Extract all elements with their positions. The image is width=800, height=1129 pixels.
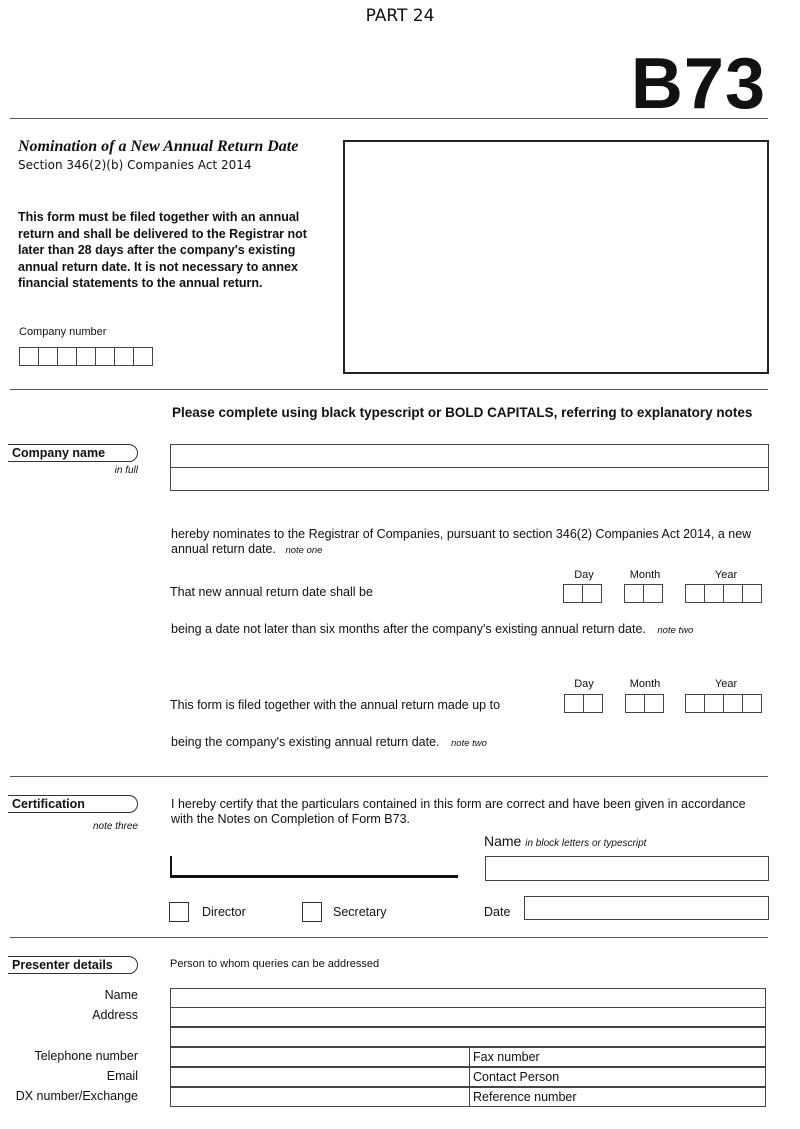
presenter-telephone-row[interactable]: [170, 1047, 766, 1067]
company-number-cell[interactable]: [19, 347, 39, 366]
secretary-label: Secretary: [333, 905, 387, 919]
existing-date-month[interactable]: [625, 694, 664, 713]
new-date-month[interactable]: [624, 584, 663, 603]
form-intro: This form must be filed together with an annual return and shall be delivered to the Registrar not later than 28 days after the company's existing annual return date. It is not necessary to annex financial statements to the annual return.: [18, 210, 307, 290]
divider: [10, 937, 768, 938]
name-label: Name: [484, 833, 522, 849]
existing-note: note two: [451, 738, 487, 749]
presenter-tab: Presenter details: [8, 956, 138, 974]
form-subtitle: Section 346(2)(b) Companies Act 2014: [18, 158, 252, 172]
date-cell[interactable]: [563, 584, 583, 603]
date-cell[interactable]: [625, 694, 645, 713]
company-number-field[interactable]: [19, 347, 153, 366]
date-cell[interactable]: [644, 694, 664, 713]
existing-date-year[interactable]: [685, 694, 762, 713]
presenter-address-field-2[interactable]: [170, 1027, 766, 1047]
company-number-cell[interactable]: [114, 347, 134, 366]
later-text: [171, 622, 693, 638]
date-cell[interactable]: [742, 584, 762, 603]
name-note: in block letters or typescript: [525, 838, 647, 849]
existing-date-day[interactable]: [564, 694, 603, 713]
presenter-name-label: Name: [104, 988, 138, 1002]
presenter-telephone-label: Telephone number: [34, 1049, 138, 1063]
date-cell[interactable]: [643, 584, 663, 603]
name-field[interactable]: [485, 856, 769, 881]
presenter-email-label: Email: [106, 1069, 138, 1083]
company-number-cell[interactable]: [95, 347, 115, 366]
year-label: Year: [714, 569, 738, 581]
day-label: Day: [574, 569, 594, 581]
certification-note: note three: [92, 821, 138, 832]
column-divider: [469, 1067, 470, 1087]
nomination-text-body: hereby nominates to the Registrar of Companies, pursuant to section 346(2) Companies Act 2014, a new annual return date.: [171, 527, 752, 556]
date-cell[interactable]: [704, 694, 724, 713]
presenter-subtitle: Person to whom queries can be addressed: [170, 958, 380, 970]
presenter-email-row[interactable]: [170, 1067, 766, 1087]
company-number-cell[interactable]: [38, 347, 58, 366]
divider: [10, 118, 768, 119]
director-label: Director: [202, 905, 246, 919]
month-label: Month: [629, 678, 661, 690]
company-name-tab: Company name: [8, 444, 138, 462]
director-checkbox[interactable]: [169, 902, 189, 922]
filed-label: This form is filed together with the annual return made up to: [170, 698, 501, 712]
presenter-dx-row[interactable]: [170, 1087, 766, 1107]
date-field[interactable]: [524, 896, 769, 920]
company-name-note: in full: [114, 465, 138, 476]
month-label: Month: [629, 569, 661, 581]
later-text-body: being a date not later than six months after the company's existing annual return date.: [171, 622, 646, 636]
new-date-year[interactable]: [685, 584, 762, 603]
date-cell[interactable]: [583, 694, 603, 713]
divider: [10, 389, 768, 390]
company-number-label: Company number: [19, 326, 107, 338]
fax-label: Fax number: [473, 1050, 540, 1064]
company-number-cell[interactable]: [133, 347, 153, 366]
presenter-address-label: Address: [92, 1008, 138, 1022]
date-cell[interactable]: [582, 584, 602, 603]
nomination-note: note one: [285, 545, 323, 556]
existing-text-body: being the company's existing annual return date.: [171, 735, 440, 749]
company-name-line1[interactable]: [170, 444, 769, 468]
name-heading: [484, 833, 646, 849]
column-divider: [469, 1087, 470, 1107]
certification-tab: Certification: [8, 795, 138, 813]
new-date-day[interactable]: [563, 584, 602, 603]
form-code: B73: [630, 44, 766, 124]
date-cell[interactable]: [685, 694, 705, 713]
office-stamp-box: [343, 140, 769, 374]
day-label: Day: [574, 678, 594, 690]
presenter-dx-label: DX number/Exchange: [15, 1089, 138, 1103]
later-note: note two: [657, 625, 694, 636]
date-cell[interactable]: [742, 694, 762, 713]
presenter-address-field-1[interactable]: [170, 1007, 766, 1027]
contact-person-label: Contact Person: [473, 1070, 560, 1084]
date-cell[interactable]: [685, 584, 705, 603]
instruction-text: Please complete using black typescript or BOLD CAPITALS, referring to explanatory notes: [172, 405, 753, 420]
date-label: Date: [484, 905, 511, 919]
existing-text: [171, 735, 487, 751]
signature-line[interactable]: [170, 856, 458, 878]
nomination-text: [171, 527, 761, 558]
year-label: Year: [714, 678, 738, 690]
form-title: Nomination of a New Annual Return Date: [18, 138, 299, 155]
certification-text: I hereby certify that the particulars contained in this form are correct and have been given in accordance with the Notes on Completion of Form B73.: [171, 797, 746, 826]
column-divider: [469, 1047, 470, 1067]
company-number-cell[interactable]: [76, 347, 96, 366]
presenter-name-field[interactable]: [170, 988, 766, 1008]
date-cell[interactable]: [624, 584, 644, 603]
date-cell[interactable]: [704, 584, 724, 603]
new-date-label: That new annual return date shall be: [170, 585, 373, 599]
date-cell[interactable]: [723, 694, 743, 713]
secretary-checkbox[interactable]: [302, 902, 322, 922]
date-cell[interactable]: [564, 694, 584, 713]
company-name-line2[interactable]: [170, 467, 769, 491]
company-number-cell[interactable]: [57, 347, 77, 366]
divider: [10, 776, 768, 777]
reference-number-label: Reference number: [473, 1090, 577, 1104]
part-heading: PART 24: [365, 6, 435, 26]
date-cell[interactable]: [723, 584, 743, 603]
